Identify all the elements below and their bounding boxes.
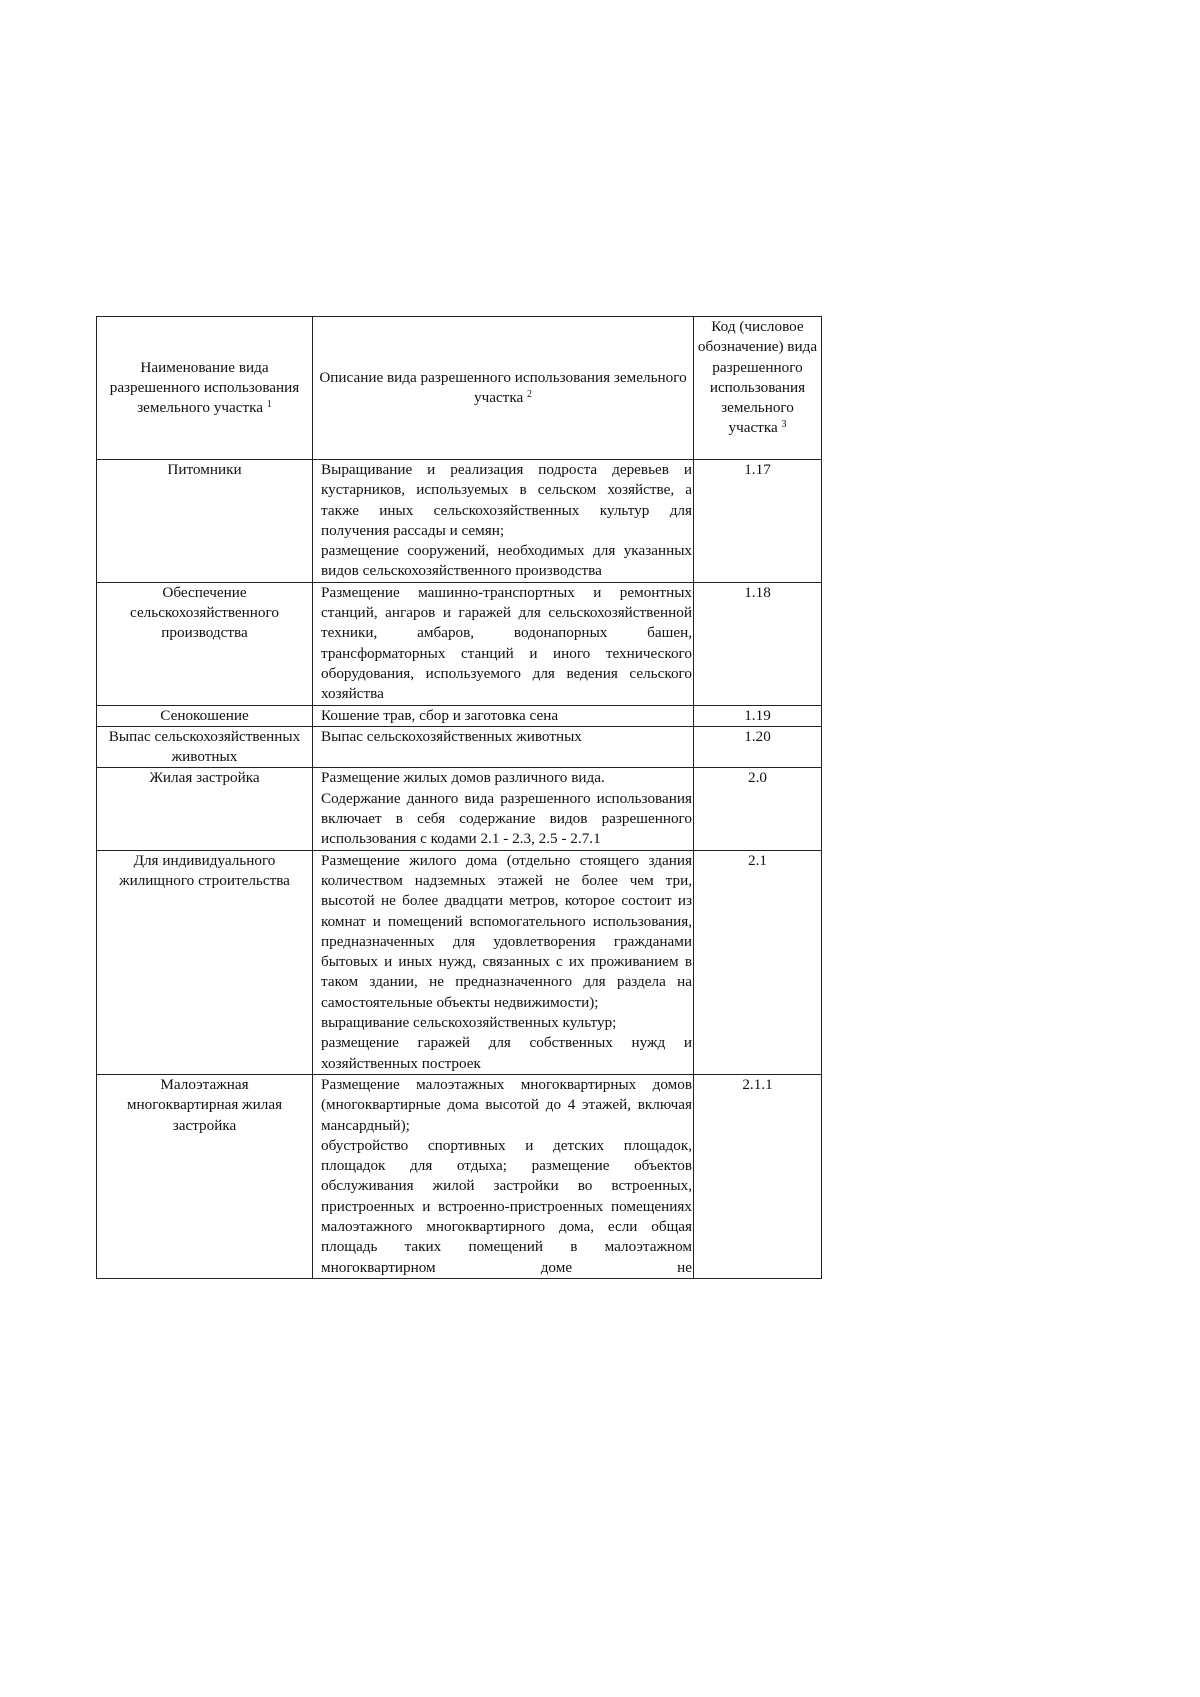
description-paragraph: выращивание сельскохозяйственных культур; (321, 1014, 617, 1032)
header-code-text: Код (числовое обозначение) вида разрешенного использования земельного участка (697, 318, 818, 437)
use-name-cell (97, 768, 313, 850)
use-description-cell (313, 705, 694, 726)
use-description-cell (313, 850, 694, 1074)
use-name-cell (97, 582, 313, 705)
footnote-marker: 3 (781, 419, 787, 431)
use-name: Питомники (167, 461, 242, 478)
header-description-cell (313, 317, 694, 460)
header-name-cell (97, 317, 313, 460)
use-code: 2.1.1 (742, 1075, 773, 1093)
table-row (97, 726, 822, 768)
use-name: Сенокошение (160, 706, 249, 724)
table-row (97, 460, 822, 583)
description-paragraph: Размещение жилого дома (отдельно стоящего здания количеством надземных этажей не более чем три, высотой не более двадцати метров, которое состоит из комнат и помещений вспомогательного использования, предназначенных для удовлетворения гражданами бытовых и иных нужд, связанных с их проживанием в таком здании, не предназначенного для раздела на самостоятельные объекты недвижимости); (321, 851, 692, 1011)
description-paragraph: размещение гаражей для собственных нужд и хозяйственных построек (321, 1034, 692, 1072)
use-name-cell (97, 460, 313, 583)
use-code: 2.1 (748, 851, 767, 869)
use-code-cell (694, 705, 822, 726)
use-description-cell (313, 768, 694, 850)
description-paragraph: Выращивание и реализация подроста деревьев и кустарников, используемых в сельском хозяйстве, а также иных сельскохозяйственных культур для получения рассады и семян; (321, 461, 692, 539)
use-description-cell (313, 582, 694, 705)
use-code: 1.18 (744, 583, 771, 601)
description-paragraph: Размещение жилых домов различного вида. (321, 769, 605, 787)
footnote-marker: 2 (527, 389, 533, 400)
footnote-marker: 1 (266, 399, 272, 411)
description-paragraph: размещение сооружений, необходимых для указанных видов сельскохозяйственного производства (321, 542, 692, 580)
use-code-cell (694, 582, 822, 705)
table-header-row (97, 317, 822, 460)
use-name-cell (97, 1074, 313, 1278)
description-paragraph: обустройство спортивных и детских площадок, площадок для отдыха; размещение объектов обслуживания жилой застройки во встроенных, пристроенных и встроенно-пристроенных помещениях малоэтажного многоквартирного дома, если общая площадь таких помещений в малоэтажном многоквартирном доме не (321, 1136, 692, 1276)
use-code: 2.0 (748, 769, 767, 787)
use-code-cell (694, 850, 822, 1074)
use-name-cell (97, 705, 313, 726)
description-paragraph: Кошение трав, сбор и заготовка сена (321, 706, 559, 724)
land-use-table (96, 316, 822, 1279)
use-description-cell (313, 726, 694, 768)
use-name: Обеспечение сельскохозяйственного производства (130, 583, 279, 642)
use-description-cell (313, 460, 694, 583)
use-code: 1.17 (744, 461, 771, 478)
use-name-cell (97, 850, 313, 1074)
description-paragraph: Содержание данного вида разрешенного использования включает в себя содержание видов разрешенного использования с кодами 2.1 - 2.3, 2.5 - 2.7.1 (321, 789, 692, 848)
header-description-text: Описание вида разрешенного использования земельного участка (319, 368, 687, 406)
table-row (97, 768, 822, 850)
table-row (97, 582, 822, 705)
use-name: Малоэтажная многоквартирная жилая застройка (126, 1075, 283, 1134)
use-code-cell (694, 726, 822, 768)
description-paragraph: Размещение малоэтажных многоквартирных домов (многоквартирные дома высотой до 4 этажей, включая мансардный); (321, 1075, 692, 1134)
table-row (97, 705, 822, 726)
use-code-cell (694, 768, 822, 850)
use-name: Жилая застройка (149, 769, 260, 787)
header-code-cell (694, 317, 822, 460)
table-row (97, 1074, 822, 1278)
use-code-cell (694, 460, 822, 583)
use-code: 1.19 (744, 706, 771, 724)
use-description-cell (313, 1074, 694, 1278)
use-code-cell (694, 1074, 822, 1278)
description-paragraph: Размещение машинно-транспортных и ремонтных станций, ангаров и гаражей для сельскохозяйственной техники, амбаров, водонапорных башен, трансформаторных станций и иного технического оборудования, используемого для ведения сельского хозяйства (321, 583, 692, 703)
table-row (97, 850, 822, 1074)
use-name: Выпас сельскохозяйственных животных (108, 727, 301, 766)
header-name-text: Наименование вида разрешенного использования земельного участка (109, 358, 300, 417)
use-name-cell (97, 726, 313, 768)
description-paragraph: Выпас сельскохозяйственных животных (321, 727, 582, 745)
use-name: Для индивидуального жилищного строительства (119, 851, 290, 889)
use-code: 1.20 (744, 727, 771, 745)
